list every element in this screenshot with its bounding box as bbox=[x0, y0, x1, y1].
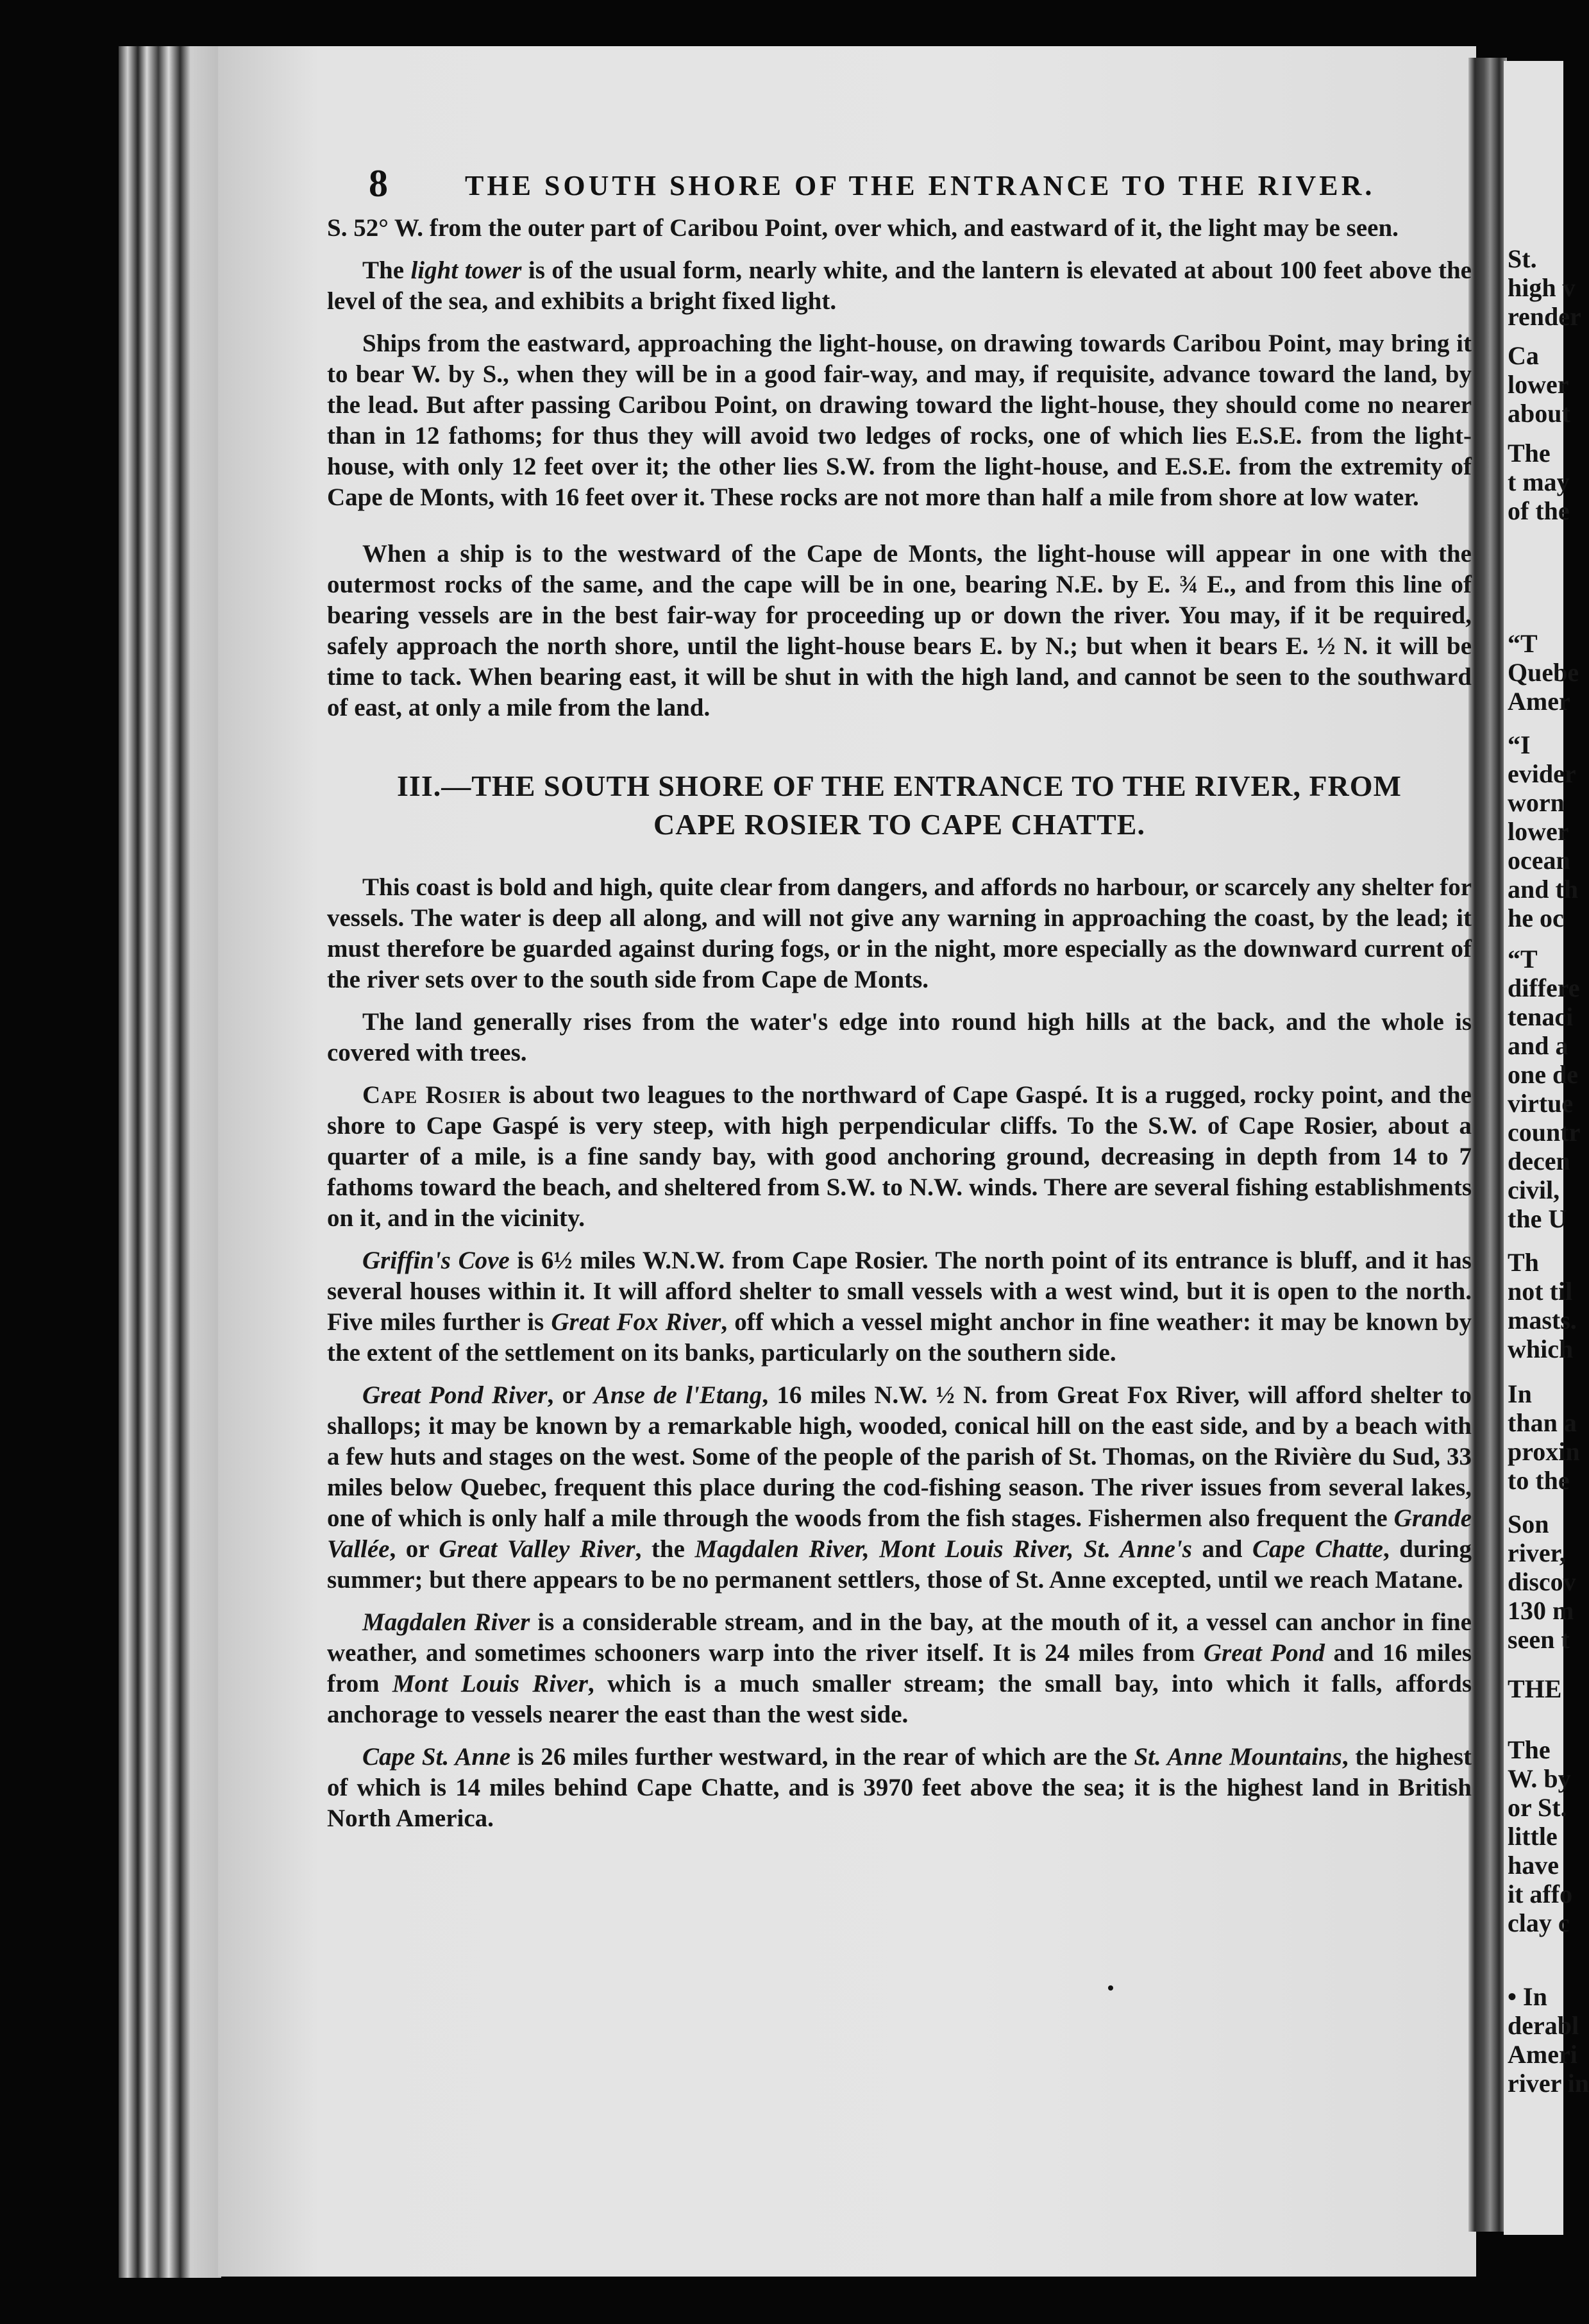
italic-term: light tower bbox=[410, 257, 522, 284]
fragment-line: decen bbox=[1508, 1147, 1570, 1175]
fragment-line: t may bbox=[1508, 467, 1570, 496]
fragment-line: Ameri bbox=[1508, 2040, 1577, 2069]
paragraph bbox=[327, 1607, 1472, 1730]
fragment-line: lower bbox=[1508, 370, 1569, 399]
fragment-line: W. by bbox=[1508, 1764, 1571, 1793]
text-run: , 16 miles N.W. ½ N. from Great Fox River, will afford shelter to shallops; it may be known by a remarkable high, wooded, conical hill on the east side, and by a beach with a few huts and stages on the west. Some of the people of the parish of St. Thomas, on the Rivière du Sud, 33 miles below Quebec, frequent this place during the cod-fishing season. The river issues from several lakes, one of which is only half a mile through the woods from the fish stages. Fishermen also frequent the bbox=[327, 1381, 1472, 1532]
fragment-line: The bbox=[1508, 1735, 1551, 1764]
fragment-line: differe bbox=[1508, 973, 1580, 1002]
text-run: , off which a vessel might anchor in fine weather: it may be known by the extent of the settlement on its banks, particularly on the southern side. bbox=[327, 1308, 1472, 1367]
fragment-line: and a bbox=[1508, 1031, 1568, 1060]
paragraph: S. 52° W. from the outer part of Caribou Point, over which, and eastward of it, the light may be seen. bbox=[327, 214, 1399, 242]
fragment-line: countr bbox=[1508, 1118, 1581, 1147]
paragraph bbox=[327, 1245, 1472, 1368]
page-number: 8 bbox=[369, 162, 388, 205]
paragraph bbox=[327, 1742, 1472, 1834]
fragment-line: The bbox=[1508, 439, 1551, 467]
italic-term: Cape St. Anne bbox=[362, 1743, 511, 1771]
fragment-line: Th bbox=[1508, 1248, 1539, 1277]
fragment-line: derabl bbox=[1508, 2011, 1579, 2040]
fragment-line: ocean bbox=[1508, 846, 1570, 875]
text-run: and 16 miles from bbox=[327, 1639, 1472, 1697]
fragment-line: 130 m bbox=[1508, 1596, 1574, 1625]
italic-term: Mont Louis River bbox=[392, 1670, 588, 1697]
text-run: is 6½ miles W.N.W. from Cape Rosier. The north point of its entrance is bluff, and it has several houses within it. It will afford shelter to small vessels with a west wind, but it is open to the north. Five miles further is bbox=[327, 1247, 1472, 1336]
fragment-line: river in bbox=[1508, 2069, 1589, 2098]
fragment-line: “I bbox=[1508, 730, 1531, 759]
fragment-line: THE bbox=[1508, 1674, 1562, 1703]
fragment-line: one de bbox=[1508, 1060, 1578, 1089]
paragraph bbox=[327, 255, 1472, 317]
text-run: is about two leagues to the northward of Cape Gaspé. It is a rugged, rocky point, and the shore to Cape Gaspé is very steep, with high perpendicular cliffs. To the S.W. of Cape Rosier, about a quarter of a mile, is a fine sandy bay, with good anchoring ground, decreasing in depth from 14 to 7 fathoms toward the beach, and sheltered from S.W. to N.W. winds. There are several fishing establishments on it, and in the vicinity. bbox=[327, 1081, 1472, 1232]
paragraph: This coast is bold and high, quite clear from dangers, and affords no harbour, or scarcely any shelter for vessels. The water is deep all along, and will not give any warning in approaching the coast, by the lead; it must therefore be guarded against during fogs, or in the night, more especially as the downward current of the river sets over to the south side from Cape de Monts. bbox=[327, 873, 1472, 993]
fragment-line: clay c bbox=[1508, 1908, 1570, 1937]
fragment-line: and th bbox=[1508, 875, 1579, 904]
text-run: The bbox=[362, 257, 411, 284]
fragment-line: of the bbox=[1508, 496, 1570, 525]
italic-term: Grande Vallée bbox=[327, 1504, 1472, 1563]
section-heading bbox=[327, 767, 1472, 844]
fragment-line: virtue bbox=[1508, 1089, 1574, 1118]
section-heading-line: CAPE ROSIER TO CAPE CHATTE. bbox=[653, 808, 1145, 841]
fragment-line: the U bbox=[1508, 1204, 1567, 1233]
adjacent-page-fragment bbox=[1504, 61, 1589, 2235]
italic-term: Great Valley River bbox=[439, 1535, 635, 1563]
fragment-line: Son bbox=[1508, 1510, 1549, 1538]
fragment-line: have bbox=[1508, 1851, 1559, 1880]
fragment-line: to the bbox=[1508, 1466, 1570, 1495]
running-title: THE SOUTH SHORE OF THE ENTRANCE TO THE RIVER. bbox=[465, 170, 1375, 201]
fragment-line: lower bbox=[1508, 817, 1569, 846]
fragment-line: render bbox=[1508, 302, 1581, 331]
italic-term: Anse de l'Etang bbox=[593, 1381, 762, 1409]
fragment-line: it affo bbox=[1508, 1880, 1573, 1908]
paragraph bbox=[327, 1080, 1472, 1234]
page-header bbox=[369, 162, 1420, 206]
ink-speck bbox=[1108, 1985, 1113, 1991]
fragment-line: seen t bbox=[1508, 1625, 1570, 1654]
fragment-line: St. bbox=[1508, 244, 1537, 273]
text-run: is of the usual form, nearly white, and the lantern is elevated at about 100 feet above the level of the sea, and exhibits a bright fixed light. bbox=[327, 257, 1472, 315]
text-run: , or bbox=[547, 1381, 594, 1409]
italic-term: St. Anne Mountains bbox=[1134, 1743, 1342, 1771]
italic-term: Great Pond bbox=[1203, 1639, 1325, 1667]
fragment-line: Amer bbox=[1508, 687, 1570, 716]
fragment-line: “T bbox=[1508, 945, 1538, 973]
fragment-line: • In bbox=[1508, 1982, 1547, 2011]
fragment-line: “T bbox=[1508, 629, 1538, 658]
italic-term: Magdalen River, Mont Louis River, St. Anne's bbox=[694, 1535, 1192, 1563]
section-heading-line: III.—THE SOUTH SHORE OF THE ENTRANCE TO THE RIVER, FROM bbox=[397, 770, 1402, 802]
text-run: is 26 miles further westward, in the rear of which are the bbox=[510, 1743, 1134, 1771]
paragraph: When a ship is to the westward of the Cape de Monts, the light-house will appear in one with the outermost rocks of the same, and the cape will be in one, bearing N.E. by E. ¾ E., and from this line of bearing vessels are in the best fair-way for proceeding up or down the river. You may, if it be required, safely approach the north shore, until the light-house bears E. by N.; but when it bears E. ½ N. it will be time to tack. When bearing east, it will be shut in with the high land, and cannot be seen to the southward of east, at only a mile from the land. bbox=[327, 540, 1472, 721]
fragment-line: worn bbox=[1508, 788, 1565, 817]
fragment-line: proxin bbox=[1508, 1437, 1580, 1466]
text-run: , which is a much smaller stream; the small bay, into which it falls, affords anchorage to vessels nearer the east than the west side. bbox=[327, 1670, 1472, 1728]
italic-term: Cape Chatte bbox=[1252, 1535, 1383, 1563]
fragment-line: Quebe bbox=[1508, 658, 1579, 687]
text-run: , or bbox=[389, 1535, 439, 1563]
fragment-line: than a bbox=[1508, 1408, 1577, 1437]
text-run: , during summer; but there appears to be no permanent settlers, those of St. Anne excepted, until we reach Matane. bbox=[327, 1535, 1472, 1594]
italic-term: Great Pond River bbox=[362, 1381, 548, 1409]
fragment-line: civil, bbox=[1508, 1175, 1560, 1204]
page-body bbox=[327, 213, 1472, 1834]
paragraph: The land generally rises from the water's edge into round high hills at the back, and the whole is covered with trees. bbox=[327, 1008, 1472, 1066]
small-caps-term: Cape Rosier bbox=[362, 1081, 501, 1109]
paragraph bbox=[327, 1380, 1472, 1596]
text-run: , the highest of which is 14 miles behind Cape Chatte, and is 3970 feet above the sea; it is the highest land in British North America. bbox=[327, 1743, 1472, 1832]
fragment-line: In bbox=[1508, 1379, 1532, 1408]
fragment-line: Ca bbox=[1508, 341, 1539, 370]
fragment-line: he oc bbox=[1508, 904, 1564, 932]
fragment-line: about bbox=[1508, 399, 1570, 428]
fragment-line: or St. bbox=[1508, 1793, 1567, 1822]
text-run: , the bbox=[635, 1535, 695, 1563]
italic-term: Griffin's Cove bbox=[362, 1247, 510, 1274]
fragment-line: high v bbox=[1508, 273, 1576, 302]
italic-term: Magdalen River bbox=[362, 1608, 530, 1636]
fragment-line: evider bbox=[1508, 759, 1576, 788]
page-gutter bbox=[1468, 58, 1507, 2232]
fragment-line: little bbox=[1508, 1822, 1558, 1851]
paragraph: Ships from the eastward, approaching the light-house, on drawing towards Caribou Point, may bring it to bear W. by S., when they will be in a good fair-way, and may, if requisite, advance toward the land, by the lead. But after passing Caribou Point, on drawing toward the light-house, they should come no nearer than in 12 fathoms; for thus they will avoid two ledges of rocks, one of which lies E.S.E. from the light-house, with only 12 feet over it; the other lies S.W. from the light-house, and E.S.E. from the extremity of Cape de Monts, with 16 feet over it. These rocks are not more than half a mile from shore at low water. bbox=[327, 330, 1472, 511]
fragment-line: masts. bbox=[1508, 1306, 1577, 1335]
fragment-line: river, bbox=[1508, 1538, 1566, 1567]
fragment-line: not til bbox=[1508, 1277, 1573, 1306]
fragment-line: tenaci bbox=[1508, 1002, 1574, 1031]
italic-term: Great Fox River bbox=[551, 1308, 721, 1336]
text-run: and bbox=[1191, 1535, 1252, 1563]
fragment-line: which bbox=[1508, 1335, 1574, 1363]
text-run: is a considerable stream, and in the bay, at the mouth of it, a vessel can anchor in fine weather, and sometimes schooners warp into the river itself. It is 24 miles from bbox=[327, 1608, 1472, 1667]
fragment-line: discov bbox=[1508, 1567, 1576, 1596]
book-binding bbox=[119, 46, 221, 2278]
